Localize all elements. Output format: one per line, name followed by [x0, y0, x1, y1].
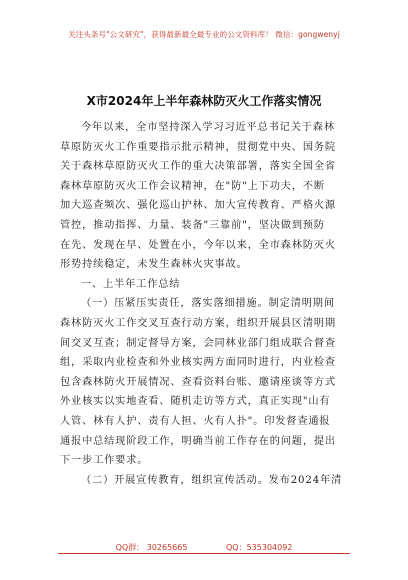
qq-group-text: QQ群： 30265665: [115, 543, 188, 552]
body-line: 间交叉互查；制定督导方案，会同林业部门组成联合督查: [60, 337, 336, 349]
footer-underline: [58, 553, 350, 554]
body-line: 今年以来，全市坚持深入学习习近平总书记关于森林: [81, 122, 335, 133]
body-line: 森林防灭火工作交叉互查行动方案，组织开展县区清明期: [60, 317, 336, 329]
body-line: 草原防灭火工作重要指示批示精神，贯彻党中央、国务院: [60, 141, 336, 153]
body-line: 人管、林有人护、责有人担、火有人扑"。印发督查通报: [60, 415, 331, 427]
body-line: 包含森林防火开展情况、查看资料台账、邀请座谈等方式: [60, 376, 336, 388]
body-line: 管控，推动指挥、力量、装备"三靠前"，坚决做到预防: [60, 219, 325, 231]
body-line: 一、上半年工作总结: [81, 278, 181, 290]
body-line: 通报中总结现阶段工作，明确当前工作存在的问题，提出: [60, 435, 336, 447]
contact-footer: [0, 542, 408, 553]
body-line: 在先、发现在早、处置在小，今年以来，全市森林防灭火: [60, 239, 336, 251]
qq-number-text: QQ：535304092: [226, 543, 293, 552]
body-line: 加大巡查频次、强化巡山护林、加大宣传教育、严格火源: [60, 200, 336, 212]
body-line: 组，采取内业检查和外业核实两方面同时进行，内业检查: [60, 357, 336, 369]
document-body: [60, 118, 350, 490]
promo-header: 关注头条号"公文研究"，获得最新最全最专业的公文资料库！ 微信：gongwenyj: [68, 30, 340, 39]
body-line: 外业核实以实地查看、随机走访等方式，真正实现"山有: [60, 396, 331, 408]
body-line: 形势持续稳定，未发生森林火灾事故。: [60, 259, 248, 271]
body-line: （二）开展宣传教育，组织宣传活动。发布2024年清: [81, 474, 343, 486]
body-line: 关于森林草原防灭火工作的重大决策部署，落实全国全省: [60, 161, 336, 173]
body-line: 下一步工作要求。: [60, 455, 149, 467]
body-line: 森林草原防灭火工作会议精神，在"防"上下功夫，不断: [60, 180, 325, 192]
document-title: X市2024年上半年森林防灭火工作落实情况: [86, 94, 322, 108]
body-line: （一）压紧压实责任，落实落细措施。制定清明期间: [81, 298, 335, 310]
